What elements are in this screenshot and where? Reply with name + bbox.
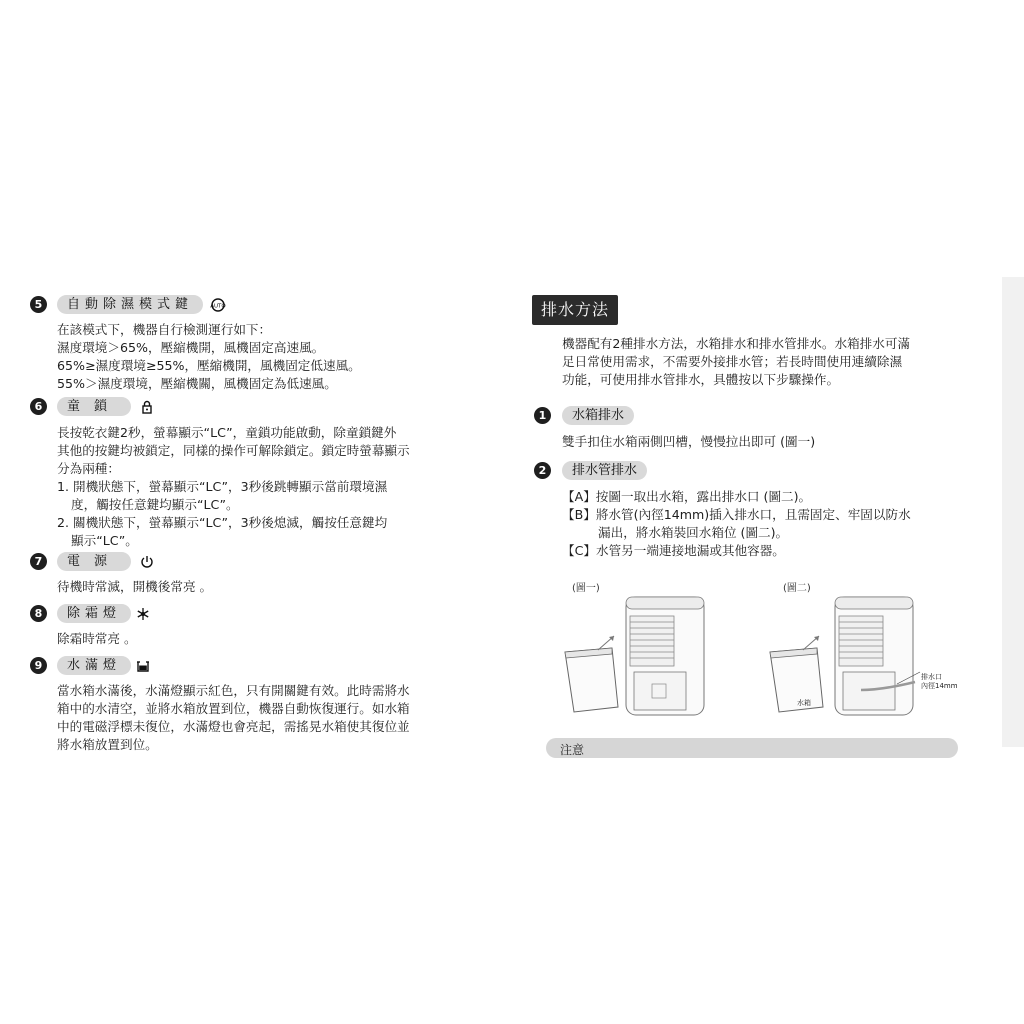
section-title-water-full: 水滿燈 [57,656,131,675]
drainage-title: 排水方法 [532,295,618,325]
snowflake-icon [136,607,150,621]
section-title-power: 電源 [57,552,131,571]
callout-inner-diameter: 內徑14mm [921,682,958,690]
figure-2-dehumidifier-illustration [765,592,965,732]
page-edge-strip [1002,277,1024,747]
s9-line: 中的電磁浮標未復位，水滿燈也會亮起，需搖晃水箱使其復位並 [57,719,410,734]
manual-page [0,277,1024,757]
note-title: 注意 [560,743,585,757]
s5-line: 在該模式下，機器自行檢測運行如下： [57,322,272,337]
figure-1-dehumidifier-illustration [560,592,730,732]
method-1-body [562,433,815,451]
s6-line: 2. 關機狀態下，螢幕顯示“LC”，3秒後熄滅，觸按任意鍵均 [57,515,388,530]
figure-1-label: (圖一) [572,583,600,594]
m1-line: 雙手扣住水箱兩側凹槽，慢慢拉出即可 (圖一) [562,434,816,449]
s9-line: 箱中的水清空，並將水箱放置到位，機器自動恢復運行。如水箱 [57,701,410,716]
svg-text:AUTO: AUTO [210,303,226,310]
m2-line: 【B】將水管(內徑14mm)插入排水口，且需固定、牢固以防水 [562,507,911,522]
s9-line: 將水箱放置到位。 [57,737,158,752]
section-7-body [57,578,212,596]
callout-drain-outlet: 排水口 [921,673,942,681]
s7-line: 待機時常滅，開機後常亮 。 [57,579,213,594]
intro-line: 功能，可使用排水管排水，具體按以下步驟操作。 [562,372,840,387]
m2-line: 【C】水管另一端連接地漏或其他容器。 [562,543,785,558]
auto-mode-icon [211,298,225,312]
s6-line: 分為兩種： [57,461,120,476]
figure-2-label: (圖二) [783,583,811,594]
section-number-8: 8 [30,605,47,622]
s5-line: 濕度環境＞65%，壓縮機開，風機固定高速風。 [57,340,325,355]
section-number-7: 7 [30,553,47,570]
section-8-body [57,630,137,648]
s6-line: 度，觸按任意鍵均顯示“LC”。 [71,497,239,512]
method-number-1: 1 [534,407,551,424]
m2-line: 【A】按圖一取出水箱，露出排水口 (圖二)。 [562,489,812,504]
section-number-6: 6 [30,398,47,415]
section-title-child-lock: 童鎖 [57,397,131,416]
s6-line: 其他的按鍵均被鎖定，同樣的操作可解除鎖定。鎖定時螢幕顯示 [57,443,410,458]
s6-line: 長按乾衣鍵2秒，螢幕顯示“LC”，童鎖功能啟動，除童鎖鍵外 [57,425,397,440]
callout-water-tank: 水箱 [797,699,811,707]
s5-line: 65%≥濕度環境≥55%，壓縮機開，風機固定低速風。 [57,358,361,373]
intro-line: 足日常使用需求，不需要外接排水管；若長時間使用連續除濕 [562,354,903,369]
s6-line: 1. 開機狀態下，螢幕顯示“LC”，3秒後跳轉顯示當前環境濕 [57,479,388,494]
note-banner [546,738,958,758]
s6-line: 顯示“LC”。 [71,533,138,548]
water-tank-icon [136,659,150,673]
intro-line: 機器配有2種排水方法，水箱排水和排水管排水。水箱排水可滿 [562,336,911,351]
section-number-9: 9 [30,657,47,674]
lock-icon [140,400,154,414]
drainage-intro [562,335,910,389]
method-title-tank: 水箱排水 [562,406,634,425]
section-6-body [57,424,410,550]
section-9-body [57,682,410,754]
method-number-2: 2 [534,462,551,479]
s8-line: 除霜時常亮 。 [57,631,137,646]
section-title-auto-dehumidify: 自動除濕模式鍵 [57,295,203,314]
s9-line: 當水箱水滿後，水滿燈顯示紅色，只有開關鍵有效。此時需將水 [57,683,410,698]
s5-line: 55%＞濕度環境，壓縮機關，風機固定為低速風。 [57,376,337,391]
section-number-5: 5 [30,296,47,313]
section-5-body [57,321,361,393]
section-title-defrost: 除霜燈 [57,604,131,623]
power-icon [140,555,154,569]
method-title-hose: 排水管排水 [562,461,647,480]
method-2-body [562,488,911,560]
m2-line: 漏出，將水箱裝回水箱位 (圖二)。 [598,525,789,540]
